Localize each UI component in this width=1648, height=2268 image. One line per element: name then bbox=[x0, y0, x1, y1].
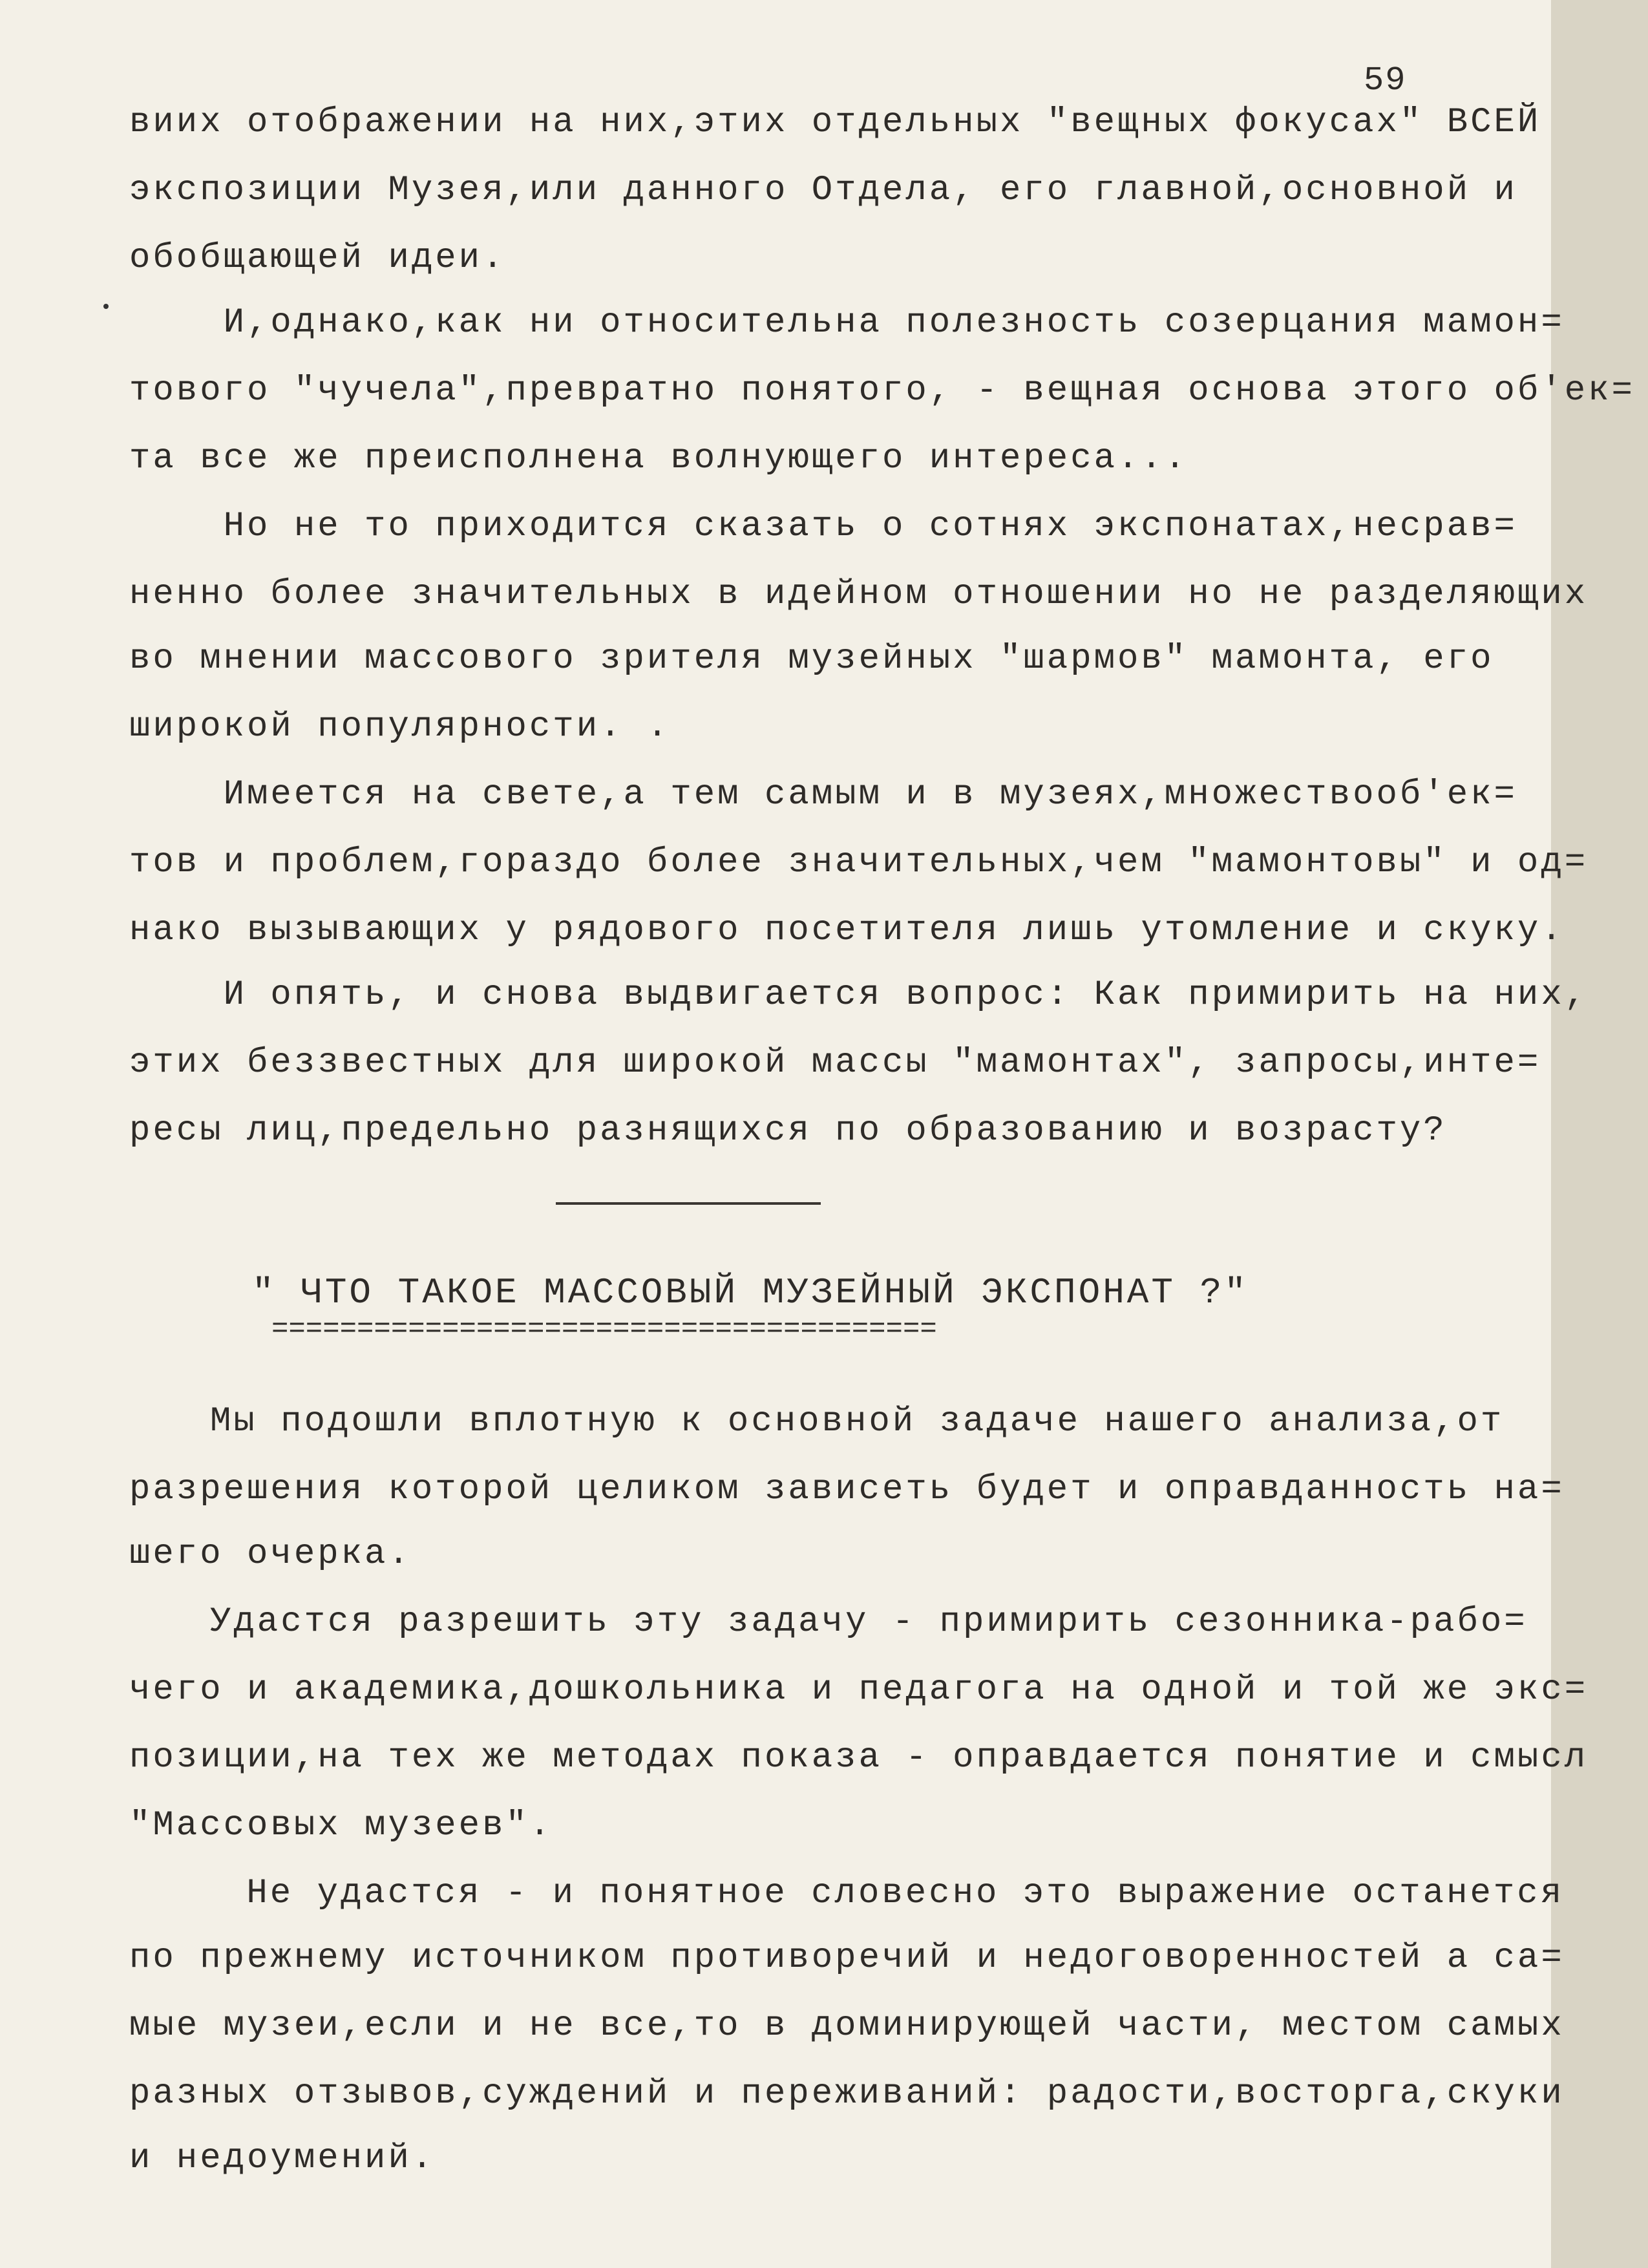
text-line: тов и проблем,гораздо более значительных,чем "мамонтовы" и од= bbox=[129, 843, 1589, 882]
stray-ink-dot bbox=[103, 304, 109, 309]
text-line: та все же преисполнена волнующего интереса... bbox=[129, 439, 1188, 478]
text-line: мые музеи,если и не все,то в доминирующей части, местом самых bbox=[129, 2006, 1565, 2046]
text-line: ненно более значительных в идейном отношении но не разделяющих bbox=[129, 575, 1589, 614]
text-line: разных отзывов,суждений и переживаний: радости,восторга,скуки bbox=[129, 2074, 1565, 2114]
section-divider bbox=[556, 1202, 821, 1205]
text-line: по прежнему источником противоречий и недоговоренностей а са= bbox=[129, 1938, 1565, 1978]
sheet-edge bbox=[1551, 0, 1648, 2268]
text-line: во мнении массового зрителя музейных "шармов" мамонта, его bbox=[129, 639, 1494, 679]
heading-underline: ======================================= bbox=[271, 1313, 937, 1346]
text-line: Удастся разрешить эту задачу - примирить сезонника-рабо= bbox=[210, 1602, 1528, 1642]
text-line: Не удастся - и понятное словесно это выражение останется bbox=[223, 1874, 1565, 1913]
text-line: позиции,на тех же методах показа - оправдается понятие и смысл bbox=[129, 1738, 1589, 1777]
text-line: тового "чучела",превратно понятого, - вещная основа этого об'ек= bbox=[129, 371, 1635, 410]
text-line: обобщающей идеи. bbox=[129, 238, 506, 278]
text-line: экспозиции Музея,или данного Отдела, его главной,основной и bbox=[129, 171, 1517, 210]
text-line: Имеется на свете,а тем самым и в музеях,множествооб'ек= bbox=[129, 775, 1517, 814]
section-heading: " ЧТО ТАКОЕ МАССОВЫЙ МУЗЕЙНЫЙ ЭКСПОНАТ ?" bbox=[252, 1272, 1249, 1313]
text-line: этих беззвестных для широкой массы "мамонтах", запросы,инте= bbox=[129, 1043, 1541, 1083]
text-line: разрешения которой целиком зависеть будет и оправданность на= bbox=[129, 1470, 1565, 1509]
text-line: Мы подошли вплотную к основной задаче нашего анализа,от bbox=[210, 1402, 1505, 1441]
page-number: 59 bbox=[1364, 61, 1407, 100]
text-line: виих отображении на них,этих отдельных "вещных фокусах" ВСЕЙ bbox=[129, 103, 1541, 142]
text-line: чего и академика,дошкольника и педагога на одной и той же экс= bbox=[129, 1670, 1589, 1710]
text-line: "Массовых музеев". bbox=[129, 1806, 553, 1845]
text-line: и недоумений. bbox=[129, 2139, 436, 2178]
text-line: И,однако,как ни относительна полезность созерцания мамон= bbox=[129, 303, 1565, 343]
text-line: нако вызывающих у рядового посетителя лишь утомление и скуку. bbox=[129, 911, 1565, 950]
text-line: широкой популярности. . bbox=[129, 707, 671, 747]
text-line: Но не то приходится сказать о сотнях экспонатах,несрав= bbox=[129, 507, 1517, 546]
text-line: ресы лиц,предельно разнящихся по образованию и возрасту? bbox=[129, 1111, 1447, 1150]
text-line: И опять, и снова выдвигается вопрос: Как примирить на них, bbox=[129, 975, 1589, 1015]
text-line: шего очерка. bbox=[129, 1534, 412, 1574]
